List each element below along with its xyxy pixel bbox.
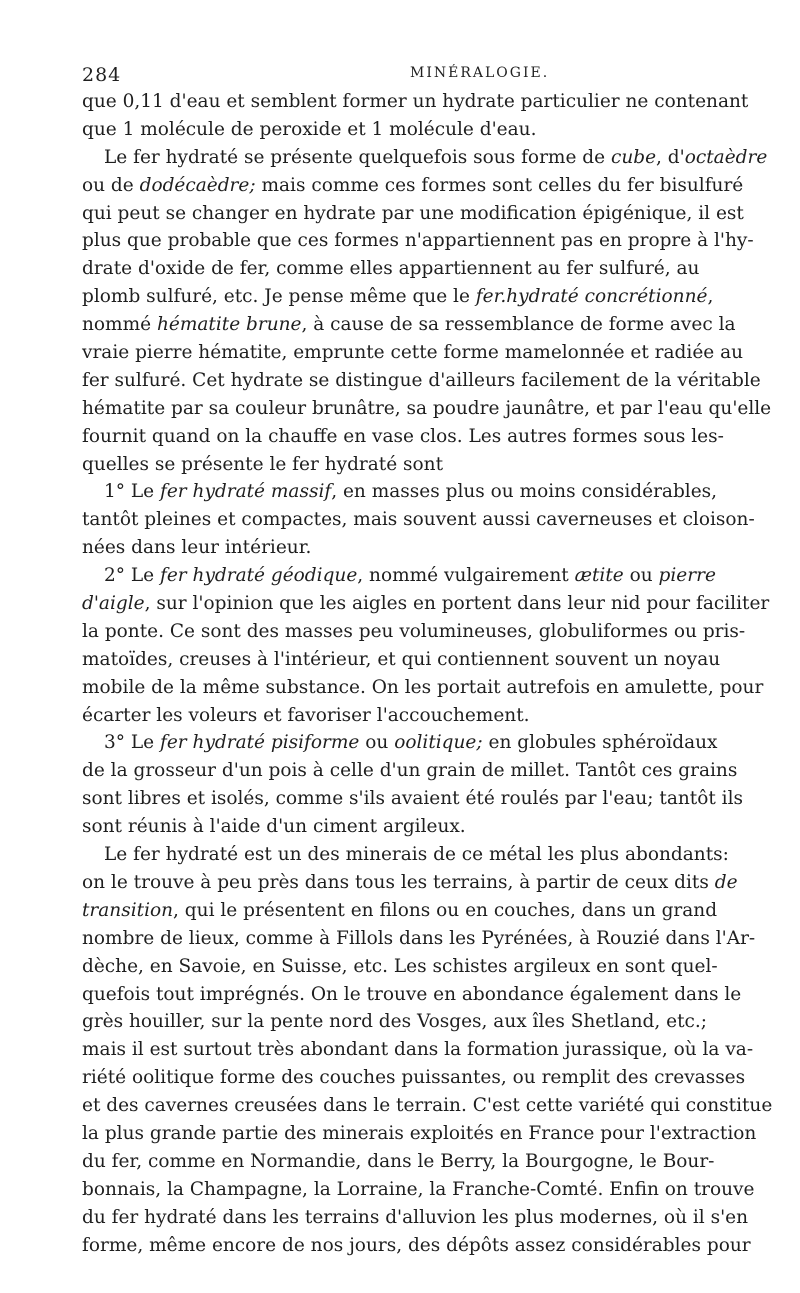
text-line: la ponte. Ce sont des masses peu volumineuses, globuliformes ou pris- xyxy=(82,620,746,642)
text-line: bonnais, la Champagne, la Lorraine, la Franche-Comté. Enfin on trouve xyxy=(82,1178,755,1200)
text-line: qui peut se changer en hydrate par une modification épigénique, il est xyxy=(82,202,744,224)
text-line: 3° Le fer hydraté pisiforme ou oolitique; en globules sphéroïdaux xyxy=(104,732,718,754)
text-line: tantôt pleines et compactes, mais souvent aussi caverneuses et cloison- xyxy=(82,509,755,531)
text-line: grès houiller, sur la pente nord des Vosges, aux îles Shetland, etc.; xyxy=(82,1011,708,1033)
text-line: riété oolitique forme des couches puissantes, ou remplit des crevasses xyxy=(82,1067,746,1089)
text-line: 2° Le fer hydraté géodique, nommé vulgairement ætite ou pierre xyxy=(104,565,716,587)
text-line: nées dans leur intérieur. xyxy=(82,537,312,559)
text-line: matoïdes, creuses à l'intérieur, et qui contiennent souvent un noyau xyxy=(82,648,721,670)
text-line: que 0,11 d'eau et semblent former un hydrate particulier ne contenant xyxy=(82,91,749,112)
text-line: d'aigle, sur l'opinion que les aigles en portent dans leur nid pour faciliter xyxy=(82,593,770,615)
text-line: Le fer hydraté se présente quelquefois sous forme de cube, d'octaèdre xyxy=(104,146,768,168)
text-line: mais il est surtout très abondant dans la formation jurassique, où la va- xyxy=(82,1039,754,1061)
text-line: nommé hématite brune, à cause de sa ressemblance de forme avec la xyxy=(82,314,736,336)
text-line: quelles se présente le fer hydraté sont xyxy=(82,453,444,475)
text-line: plus que probable que ces formes n'appartiennent pas en propre à l'hy- xyxy=(82,230,754,252)
text-line: du fer hydraté dans les terrains d'alluvion les plus modernes, où il s'en xyxy=(82,1206,749,1228)
text-line: nombre de lieux, comme à Fillols dans les Pyrénées, à Rouzié dans l'Ar- xyxy=(82,927,756,949)
text-line: fournit quand on la chauffe en vase clos. Les autres formes sous les- xyxy=(82,425,724,447)
text-line: vraie pierre hématite, emprunte cette forme mamelonnée et radiée au xyxy=(82,342,744,364)
text-line: transition, qui le présentent en filons ou en couches, dans un grand xyxy=(82,899,718,921)
text-line: la plus grande partie des minerais exploités en France pour l'extraction xyxy=(82,1122,757,1144)
text-line: Le fer hydraté est un des minerais de ce métal les plus abondants: xyxy=(104,844,729,866)
text-line: quefois tout imprégnés. On le trouve en abondance également dans le xyxy=(82,983,742,1005)
text-line: sont libres et isolés, comme s'ils avaient été roulés par l'eau; tantôt ils xyxy=(82,788,743,810)
text-line: fer sulfuré. Cet hydrate se distingue d'ailleurs facilement de la véritable xyxy=(82,369,761,391)
running-title: MINÉRALOGIE. xyxy=(410,65,550,81)
text-line: de la grosseur d'un pois à celle d'un grain de millet. Tantôt ces grains xyxy=(82,760,738,782)
text-line: que 1 molécule de peroxide et 1 molécule d'eau. xyxy=(82,118,537,140)
text-line: 1° Le fer hydraté massif, en masses plus ou moins considérables, xyxy=(104,481,718,503)
body-text xyxy=(82,88,773,1259)
text-line: du fer, comme en Normandie, dans le Berry, la Bourgogne, le Bour- xyxy=(82,1150,715,1172)
text-line: mobile de la même substance. On les portait autrefois en amulette, pour xyxy=(82,676,764,698)
text-line: ou de dodécaèdre; mais comme ces formes sont celles du fer bisulfuré xyxy=(82,174,744,196)
text-line: hématite par sa couleur brunâtre, sa poudre jaunâtre, et par l'eau qu'elle xyxy=(82,397,772,419)
text-line: écarter les voleurs et favoriser l'accouchement. xyxy=(82,704,530,726)
page-header xyxy=(82,64,682,86)
text-line: plomb sulfuré, etc. Je pense même que le fer.hydraté concrétionné, xyxy=(82,286,714,308)
text-line: forme, même encore de nos jours, des dépôts assez considérables pour xyxy=(82,1234,751,1256)
text-line: dèche, en Savoie, en Suisse, etc. Les schistes argileux en sont quel- xyxy=(82,955,718,977)
text-line: sont réunis à l'aide d'un ciment argileux. xyxy=(82,816,466,838)
text-line: drate d'oxide de fer, comme elles appartiennent au fer sulfuré, au xyxy=(82,258,700,280)
text-line: on le trouve à peu près dans tous les terrains, à partir de ceux dits de xyxy=(82,871,738,893)
text-line: et des cavernes creusées dans le terrain. C'est cette variété qui constitue xyxy=(82,1095,773,1117)
page-number: 284 xyxy=(82,64,122,86)
